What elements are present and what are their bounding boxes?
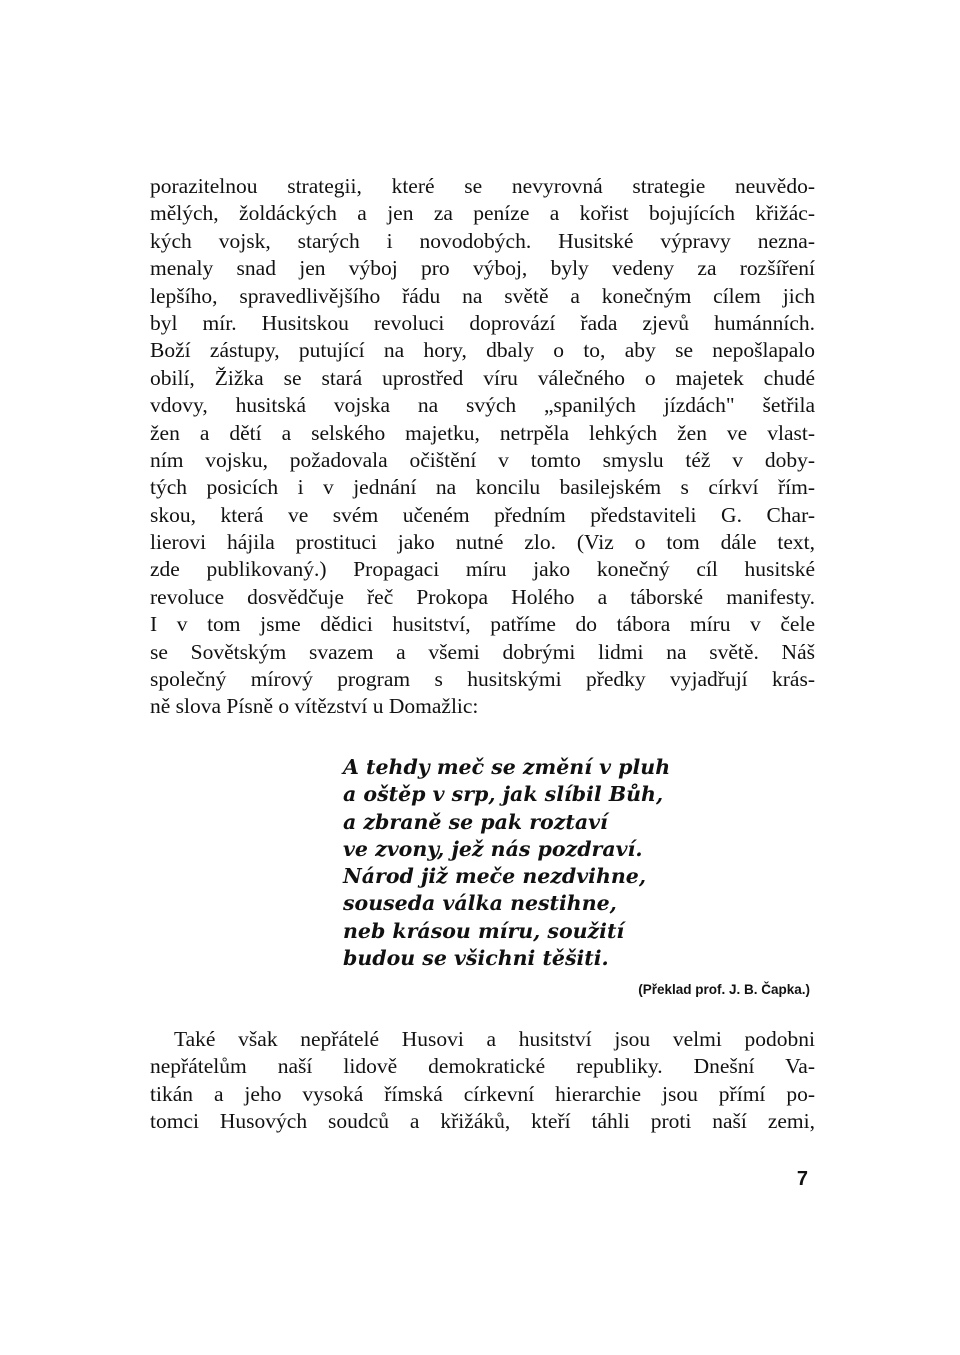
text-line: tých posicích i v jednání na koncilu basilejském s církví řím- — [150, 475, 815, 500]
poem-verse: A tehdy meč se změní v pluh — [343, 755, 671, 779]
poem-verse: souseda válka nestihne, — [343, 891, 617, 916]
text-line: Také však nepřátelé Husovi a husitství jsou velmi podobni — [174, 1027, 815, 1051]
text-line: lepšího, spravedlivějšího řádu na světě a konečným cílem jich — [150, 283, 815, 308]
text-line: byl mír. Husitskou revoluci doprovází řada zjevů humánních. — [150, 310, 815, 335]
poem-verse: a zbraně se pak roztaví — [343, 809, 608, 834]
paragraph-main — [150, 173, 815, 721]
poem-verse: neb krásou míru, soužití — [343, 918, 625, 943]
text-line: se Sovětským svazem a všemi dobrými lidmi na světě. Náš — [150, 639, 815, 664]
text-line: Boží zástupy, putující na hory, dbaly o to, aby se nepošlapalo — [150, 338, 815, 363]
text-line: tikán a jeho vysoká římská církevní hierarchie jsou přímí po- — [150, 1081, 815, 1106]
poem-block — [343, 754, 703, 972]
text-line: tomci Husových soudců a křižáků, kteří táhli proti naší zemi, — [150, 1109, 815, 1134]
text-line: ním vojsku, požadovala očištění v tomto smyslu též v doby- — [150, 447, 815, 472]
text-line: skou, která ve svém učeném předním představiteli G. Char- — [150, 502, 815, 527]
text-line: nepřátelům naší lidově demokratické republiky. Dnešní Va- — [150, 1054, 815, 1079]
text-line: vdovy, husitská vojska na svých „spanilých jízdách" šetřila — [150, 393, 815, 418]
text-line: porazitelnou strategii, které se nevyrovná strategie neuvědo- — [150, 174, 815, 198]
text-line: obilí, Žižka se stará uprostřed víru válečného o majetek chudé — [150, 365, 815, 390]
page-number: 7 — [796, 1168, 808, 1190]
poem-verse: ve zvony, jež nás pozdraví. — [343, 836, 643, 861]
paragraph-second — [150, 1026, 815, 1136]
text-line: mělých, žoldáckých a jen za peníze a kořist bojujících křižác- — [150, 201, 815, 226]
poem-verse: Národ již meče nezdvihne, — [343, 864, 646, 889]
poem-attribution: (Překlad prof. J. B. Čapka.) — [638, 982, 810, 997]
poem-verse: budou se všichni těšiti. — [343, 946, 609, 971]
text-line: lierovi hájila prostituci jako nutné zlo. (Viz o tom dále text, — [150, 530, 815, 555]
text-line: ně slova Písně o vítězství u Domažlic: — [150, 694, 479, 719]
text-line: zde publikovaný.) Propagaci míru jako konečný cíl husitské — [150, 557, 815, 582]
text-line: společný mírový program s husitskými předky vyjadřují krás- — [150, 667, 815, 692]
text-line: menaly snad jen výboj pro výboj, byly vedeny za rozšíření — [150, 256, 815, 281]
text-line: I v tom jsme dědici husitství, patříme do tábora míru v čele — [150, 612, 815, 637]
text-line: žen a dětí a selského majetku, netrpěla lehkých žen ve vlast- — [150, 420, 815, 445]
text-line: kých vojsk, starých i novodobých. Husitské výpravy nezna- — [150, 228, 815, 253]
poem-verse: a oštěp v srp, jak slíbil Bůh, — [343, 782, 664, 807]
text-line: revoluce dosvědčuje řeč Prokopa Holého a táborské manifesty. — [150, 584, 815, 609]
